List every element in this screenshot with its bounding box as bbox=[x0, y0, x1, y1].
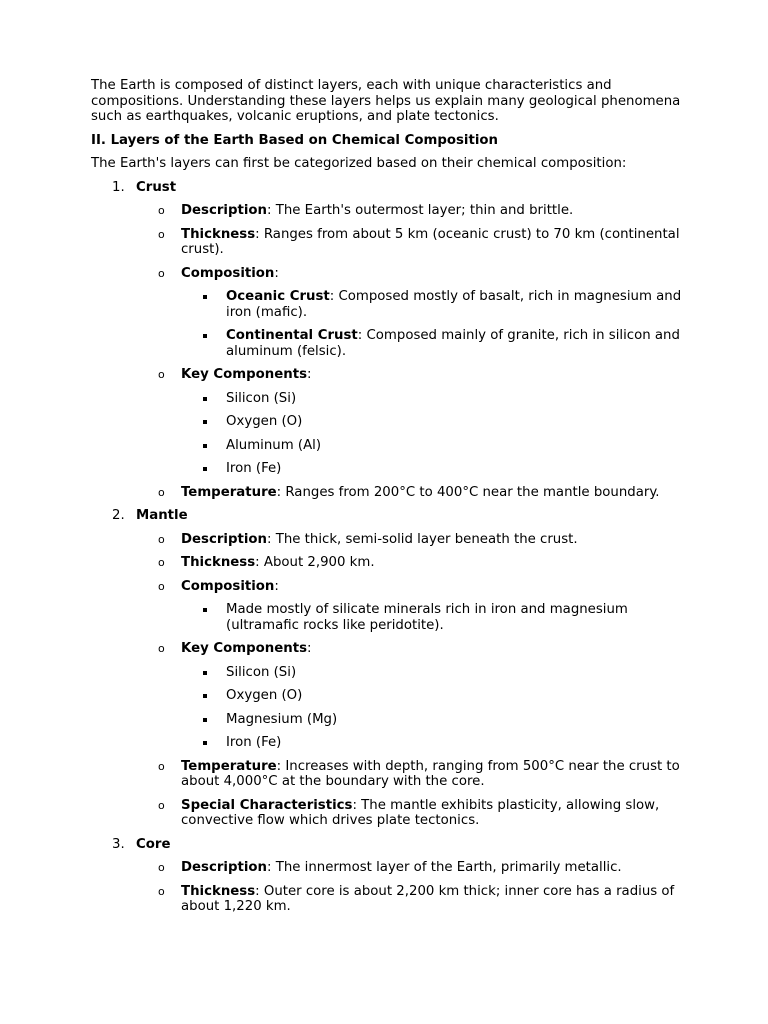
point-composition bbox=[158, 578, 691, 634]
square-bullet-icon bbox=[203, 694, 207, 698]
layer-name: Mantle bbox=[136, 508, 188, 523]
point-label: Thickness bbox=[181, 883, 256, 899]
subpoint-silicate bbox=[226, 602, 691, 633]
square-bullet-icon bbox=[203, 741, 207, 745]
layer-title bbox=[112, 836, 691, 853]
square-bullet-icon bbox=[203, 295, 207, 299]
layer-name: Crust bbox=[136, 179, 177, 195]
circle-bullet-icon: o bbox=[158, 485, 165, 499]
layer-number: 3. bbox=[112, 836, 125, 852]
square-bullet-icon bbox=[203, 397, 207, 401]
lead-paragraph: The Earth's layers can first be categorized based on their chemical composition: bbox=[91, 156, 627, 171]
layer-number: 1. bbox=[112, 179, 125, 195]
subpoint-text: Iron (Fe) bbox=[226, 735, 282, 750]
layer-points bbox=[136, 532, 691, 829]
point-thickness bbox=[158, 555, 691, 571]
intro-paragraph: The Earth is composed of distinct layers, each with unique characteristics and compositions. Understanding these layers helps us explain many geological phenomena such as earthquakes, volcanic eruptions, and plate tectonics. bbox=[91, 78, 681, 124]
point-key-components bbox=[158, 641, 691, 751]
subpoint-text: : Composed mainly of granite, rich in silicon and aluminum (felsic). bbox=[226, 328, 680, 359]
square-bullet-icon bbox=[203, 334, 207, 338]
layer-title bbox=[112, 508, 691, 524]
subpoint-component bbox=[226, 735, 691, 751]
subpoint-text: Oxygen (O) bbox=[226, 688, 303, 703]
subpoint-oceanic-crust bbox=[226, 289, 691, 320]
point-temperature bbox=[158, 484, 691, 501]
subpoint-text: Aluminum (Al) bbox=[226, 437, 322, 453]
subpoint-component bbox=[226, 391, 691, 407]
circle-bullet-icon: o bbox=[158, 579, 165, 593]
point-text: : Ranges from about 5 km (oceanic crust) to 70 km (continental crust). bbox=[181, 226, 680, 257]
square-bullet-icon bbox=[203, 444, 207, 448]
subpoint-component bbox=[226, 665, 691, 681]
layer-item-core bbox=[91, 837, 691, 915]
point-text: : About 2,900 km. bbox=[255, 555, 375, 570]
point-label: Description bbox=[181, 860, 268, 875]
subpoint-component bbox=[226, 688, 691, 704]
circle-bullet-icon: o bbox=[158, 227, 165, 241]
subpoint-component bbox=[226, 461, 691, 477]
circle-bullet-icon: o bbox=[158, 368, 165, 381]
document-page bbox=[91, 78, 691, 923]
point-text: : bbox=[274, 265, 279, 281]
point-description bbox=[158, 531, 691, 548]
point-text: : The innermost layer of the Earth, primarily metallic. bbox=[267, 860, 622, 875]
layer-item-crust bbox=[91, 180, 691, 501]
point-text: : The Earth's outermost layer; thin and brittle. bbox=[267, 203, 574, 218]
point-description bbox=[158, 860, 691, 876]
subpoint-component bbox=[226, 414, 691, 430]
point-label: Composition bbox=[181, 265, 275, 281]
point-description bbox=[158, 203, 691, 219]
point-thickness bbox=[158, 226, 691, 258]
square-bullet-icon bbox=[203, 420, 207, 424]
circle-bullet-icon: o bbox=[158, 556, 165, 569]
subpoints bbox=[181, 602, 691, 633]
circle-bullet-icon: o bbox=[158, 642, 165, 655]
subpoint-label: Oceanic Crust bbox=[226, 289, 330, 304]
subpoints bbox=[181, 391, 691, 477]
point-label: Temperature bbox=[181, 484, 277, 500]
section-heading: II. Layers of the Earth Based on Chemical Composition bbox=[91, 132, 498, 148]
subpoint-text: Magnesium (Mg) bbox=[226, 711, 338, 727]
layer-item-mantle bbox=[91, 508, 691, 829]
point-label: Thickness bbox=[181, 226, 256, 242]
layer-points bbox=[136, 860, 691, 915]
subpoint-component bbox=[226, 712, 691, 728]
subpoint-continental-crust bbox=[226, 328, 691, 359]
point-text: : Ranges from 200°C to 400°C near the mantle boundary. bbox=[276, 484, 660, 500]
circle-bullet-icon: o bbox=[158, 759, 165, 773]
layer-number: 2. bbox=[112, 508, 125, 523]
square-bullet-icon bbox=[203, 718, 207, 722]
point-temperature bbox=[158, 758, 691, 790]
point-text: : Outer core is about 2,200 km thick; inner core has a radius of about 1,220 km. bbox=[181, 883, 675, 914]
subpoint-text: Silicon (Si) bbox=[226, 390, 297, 406]
circle-bullet-icon: o bbox=[158, 204, 165, 217]
circle-bullet-icon: o bbox=[158, 266, 165, 280]
point-text: : bbox=[307, 641, 312, 656]
point-text: : The mantle exhibits plasticity, allowing slow, convective flow which drives plate tectonics. bbox=[181, 797, 660, 828]
point-label: Temperature bbox=[181, 758, 277, 774]
layer-name: Core bbox=[136, 836, 171, 852]
point-thickness bbox=[158, 883, 691, 915]
subpoint-text: Silicon (Si) bbox=[226, 664, 297, 680]
point-key-components bbox=[158, 367, 691, 477]
point-label: Description bbox=[181, 203, 268, 218]
square-bullet-icon bbox=[203, 671, 207, 675]
point-label: Composition bbox=[181, 578, 275, 594]
point-text: : The thick, semi-solid layer beneath the crust. bbox=[267, 531, 578, 547]
square-bullet-icon bbox=[203, 608, 207, 612]
point-text: : bbox=[274, 578, 279, 594]
layers-list bbox=[91, 180, 691, 915]
point-label: Special Characteristics bbox=[181, 797, 353, 813]
point-text: : Increases with depth, ranging from 500°C near the crust to about 4,000°C at the boundary with the core. bbox=[181, 758, 680, 789]
subpoints bbox=[181, 289, 691, 359]
subpoints bbox=[181, 665, 691, 751]
subpoint-label: Continental Crust bbox=[226, 328, 358, 343]
circle-bullet-icon: o bbox=[158, 798, 165, 812]
point-label: Key Components bbox=[181, 367, 308, 382]
subpoint-text: Iron (Fe) bbox=[226, 461, 282, 476]
subpoint-text: Made mostly of silicate minerals rich in iron and magnesium (ultramafic rocks like peridotite). bbox=[226, 602, 628, 633]
circle-bullet-icon: o bbox=[158, 861, 165, 874]
circle-bullet-icon: o bbox=[158, 532, 165, 546]
layer-points bbox=[136, 203, 691, 500]
subpoint-text: Oxygen (O) bbox=[226, 414, 303, 429]
point-label: Key Components bbox=[181, 641, 308, 656]
point-composition bbox=[158, 265, 691, 360]
circle-bullet-icon: o bbox=[158, 884, 165, 898]
point-label: Description bbox=[181, 531, 268, 547]
point-special-characteristics bbox=[158, 797, 691, 829]
square-bullet-icon bbox=[203, 467, 207, 471]
subpoint-component bbox=[226, 438, 691, 454]
layer-title bbox=[112, 179, 691, 196]
point-text: : bbox=[307, 367, 312, 382]
subpoint-text: : Composed mostly of basalt, rich in magnesium and iron (mafic). bbox=[226, 289, 682, 320]
point-label: Thickness bbox=[181, 555, 256, 570]
